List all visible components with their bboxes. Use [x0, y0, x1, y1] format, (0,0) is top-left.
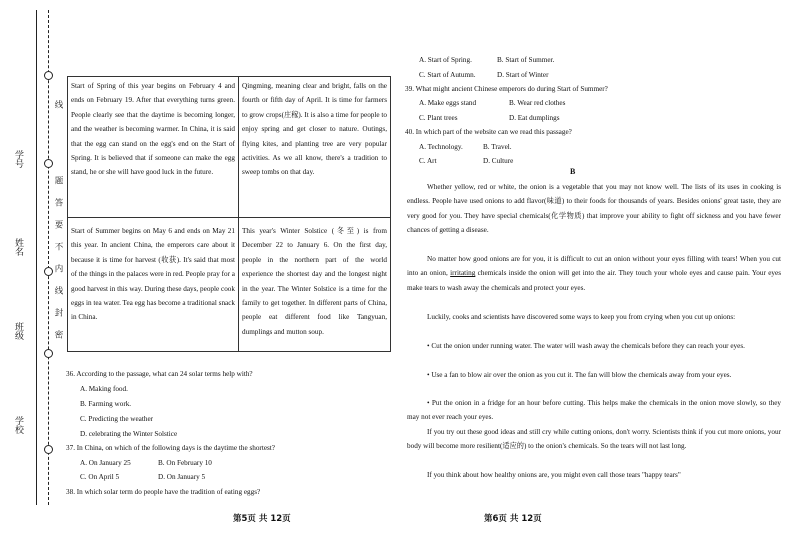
option: A. Technology.	[419, 143, 463, 151]
table-cell-start-of-summer	[68, 218, 239, 351]
table-cell-winter-solstice	[239, 218, 390, 351]
binding-hole	[44, 445, 53, 454]
binding-line-inner	[48, 10, 50, 505]
passage-paragraph: Luckily, cooks and scientists have discovered some ways to keep you from crying when you cut up onions:	[427, 313, 736, 321]
question-38: 38. In which solar term do people have the tradition of eating eggs?	[66, 488, 261, 496]
section-heading: B	[570, 167, 576, 176]
passage-paragraph	[407, 252, 781, 295]
question-37: 37. In China, on which of the following days is the daytime the shortest?	[66, 444, 275, 452]
seal-text: 线	[53, 100, 63, 109]
option: D. celebrating the Winter Solstice	[80, 430, 178, 438]
page-number-left: 第5页 共 12页	[233, 514, 291, 524]
page-number-right: 第6页 共 12页	[484, 514, 542, 524]
text-segment: No matter how good onions are for you, it is difficult to cut an onion without your eyes filling with tears! When you cut into an onion,	[407, 255, 781, 278]
cell-text: Start of Spring of this year begins on February 4 and ends on February 19. After that everything turns green. People clearly see that the daytime is becoming longer, and the weather is becoming warmer. In China, it is said that the egg can stand on the egg's end on the Start of Spring. It is believed that if someone can make the egg stand, he or she will have good luck in the future.	[71, 82, 235, 177]
passage-paragraph: Whether yellow, red or white, the onion is a vegetable that you may not know well. The lists of its uses in cooking is endless. People have used onions to add flavor(味道) to their foods for thousands of years. Besides onions' great taste, they are very good for you. They have special chemicals(化学物质) that improve your ability to fight off sickness and you have fewer chances of getting a disease.	[407, 183, 781, 235]
seal-text: 内	[53, 264, 63, 273]
seal-text: 答	[53, 198, 63, 207]
label-class: 班级	[13, 322, 23, 340]
option: C. Predicting the weather	[80, 415, 154, 423]
passage-paragraph: • Use a fan to blow air over the onion as you cut it. The fan will blow the chemicals away from your eyes.	[427, 371, 732, 379]
option: B. Wear red clothes	[509, 99, 566, 107]
seal-text: 要	[53, 220, 63, 229]
option: D. On January 5	[158, 473, 206, 481]
text-segment: chemicals inside the onion will get into the air. They touch your whole eyes and cause pain. Your eyes make tears to wash away the chemicals and protect your eyes.	[407, 269, 781, 292]
passage-paragraph: • Put the onion in a fridge for an hour before cutting. This helps make the chemicals in the onion move slowly, so they may not ever reach your eyes.	[407, 399, 781, 422]
table-cell-start-of-spring	[68, 77, 239, 218]
cell-text: Qingming, meaning clear and bright, falls on the fourth or fifth day of April. It is time for farmers to grow crops(庄稼). It is also a time for people to enjoy spring and get closer to nature. Outings, flying kites, and planting tree are very popular activities. As we all know, there's a tradition to sweep tombs on that day.	[242, 82, 387, 177]
binding-line-outer	[36, 10, 37, 505]
solar-terms-table	[67, 76, 391, 352]
passage-paragraph: If you try out these good ideas and still cry while cutting onions, don't worry. Scientists think if you cut more onions, your body will become more resilient(适应的) to the onion's chemicals. So the tears will not last long.	[407, 428, 781, 451]
option: B. Start of Summer.	[497, 56, 555, 64]
option: B. On February 10	[158, 459, 212, 467]
option: B. Farming work.	[80, 400, 132, 408]
passage-paragraph: If you think about how healthy onions are, you might even call those tears "happy tears"	[427, 471, 681, 479]
option: D. Start of Winter	[497, 71, 549, 79]
option: D. Eat dumplings	[509, 114, 560, 122]
option: C. Art	[419, 157, 437, 165]
question-40: 40. In which part of the website can we read this passage?	[405, 128, 572, 136]
question-39: 39. What might ancient Chinese emperors do during Start of Summer?	[405, 85, 608, 93]
seal-text: 密	[53, 330, 63, 339]
binding-hole	[44, 71, 53, 80]
option: C. Start of Autumn.	[419, 71, 476, 79]
binding-hole	[44, 349, 53, 358]
binding-hole	[44, 159, 53, 168]
label-name: 姓名	[13, 238, 23, 256]
option: A. Making food.	[80, 385, 128, 393]
passage-paragraph: • Cut the onion under running water. The water will wash away the chemicals before they can reach your eyes.	[427, 342, 745, 350]
underlined-word: irritating	[450, 269, 476, 278]
option: A. On January 25	[80, 459, 131, 467]
table-cell-qingming	[239, 77, 390, 218]
cell-text: This year's Winter Solstice (冬至) is from December 22 to January 6. On the first day, people in the northern part of the world experience the shortest day and the longest night in the year. The Winter Solstice is a time for the family to get together. In different parts of China, people eat different food like Tangyuan, dumplings and mutton soup.	[242, 227, 387, 336]
option: B. Travel.	[483, 143, 512, 151]
binding-margin	[0, 0, 66, 553]
seal-text: 题	[53, 176, 63, 185]
option: A. Make eggs stand	[419, 99, 477, 107]
seal-text: 不	[53, 242, 63, 251]
option: C. On April 5	[80, 473, 120, 481]
option: D. Culture	[483, 157, 514, 165]
label-number: 学号	[13, 150, 23, 168]
question-36: 36. According to the passage, what can 24 solar terms help with?	[66, 370, 253, 378]
label-school: 学校	[13, 416, 23, 434]
seal-text: 线	[53, 286, 63, 295]
seal-text: 封	[53, 308, 63, 317]
option: A. Start of Spring.	[419, 56, 472, 64]
option: C. Plant trees	[419, 114, 458, 122]
cell-text: Start of Summer begins on May 6 and ends on May 21 this year. In ancient China, the emperors care about it because it is time for harvest (收获). It's said that most of the things in the palaces were in red. People pray for a good harvest in this way. During these days, people cook eggs in tea water. Tea egg has become a traditional snack in China.	[71, 227, 236, 322]
